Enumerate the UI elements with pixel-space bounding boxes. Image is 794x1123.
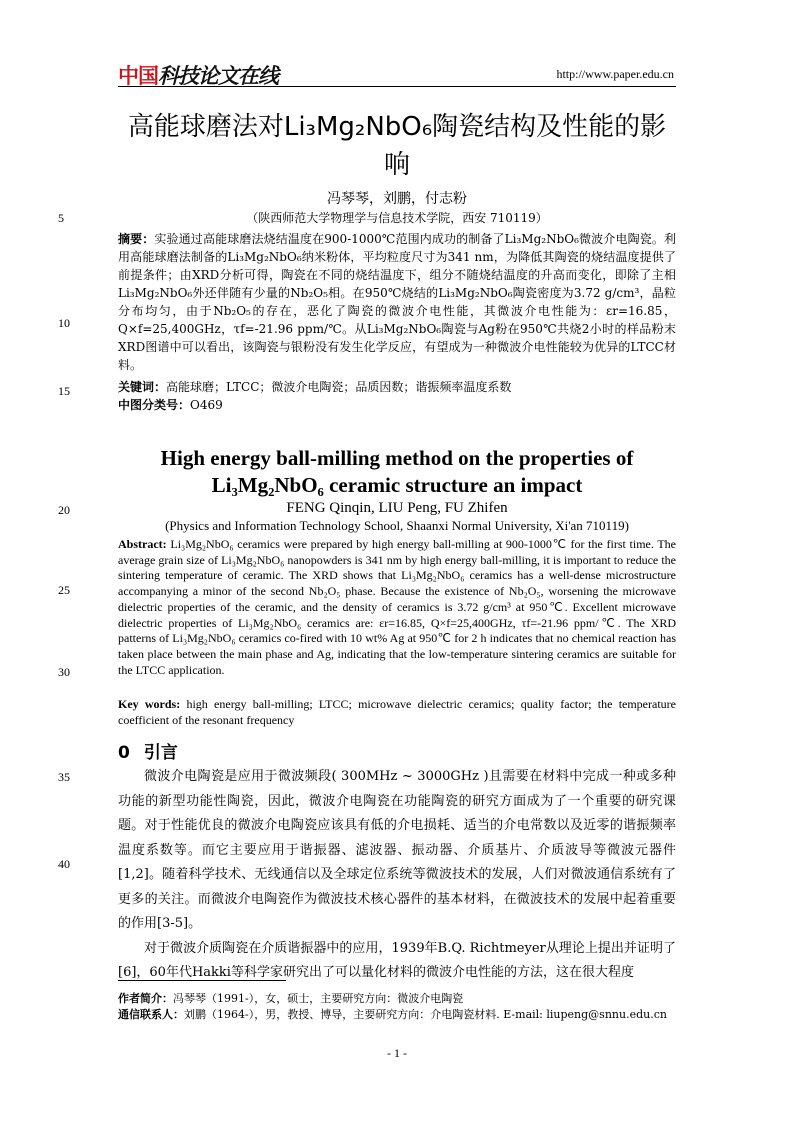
authors-cn: 冯琴琴，刘鹏，付志粉: [327, 191, 467, 207]
abstract-en-label: Abstract:: [118, 537, 167, 551]
footnote-author-label: 作者简介：: [118, 992, 173, 1005]
abstract-cn: [118, 230, 676, 374]
classification-cn-label: 中图分类号：: [118, 398, 191, 412]
footnote-contact-text: 刘鹏（1964-），男，教授、博导，主要研究方向：介电陶瓷材料. E-mail: liupeng@snnu.edu.cn: [184, 1008, 667, 1021]
abstract-cn-text: 实验通过高能球磨法烧结温度在900-1000℃范围内成功的制备了Li₃Mg₂NbO₆微波介电陶瓷。利用高能球磨法制备的Li₃Mg₂NbO₆纳米粉体，平均粒度尺寸为341 nm，为降低其陶瓷的烧结温度提供了前提条件；由XRD分析可得，陶瓷在不同的烧结温度下，组分不随烧结温度的升高而变化，即除了主相Li₃Mg₂NbO₆外还伴随有少量的Nb₂O₅相。在950℃烧结的Li₃Mg₂NbO₆陶瓷密度为3.72 g/cm³，晶粒分布均匀，由于Nb₂O₅的存在，恶化了陶瓷的微波介电性能，其微波介电性能为：εr=16.85，Q×f=25,400GHz，τf=-21.96 ppm/℃。从Li₃Mg₂NbO₆陶瓷与Ag粉在950℃共烧2小时的样品粉末XRD图谱中可以看出，该陶瓷与银粉没有发生化学反应，有望成为一种微波介电性能较为优异的LTCC材料。: [118, 232, 676, 372]
header-divider: [118, 86, 676, 87]
classification-cn-text: O469: [190, 398, 223, 412]
keywords-cn-text: 高能球磨；LTCC；微波介电陶瓷；品质因数；谐振频率温度系数: [166, 380, 512, 394]
page-number: - 1 -: [387, 1046, 407, 1060]
logo-black-text: 科技论文在线: [158, 64, 278, 88]
line-number: 40: [58, 857, 70, 871]
keywords-cn-label: 关键词：: [118, 380, 167, 394]
abstract-en: [118, 537, 676, 678]
footnote-author: [118, 990, 676, 1007]
line-number: 15: [58, 384, 70, 398]
line-number: 10: [58, 316, 70, 330]
line-number: 35: [58, 770, 70, 784]
body-paragraph: 微波介电陶瓷是应用于微波频段( 300MHz ~ 3000GHz )且需要在材料中完成一种或多种功能的新型功能性陶瓷，因此，微波介电陶瓷在功能陶瓷的研究方面成为了一个重要的研究课题。对于性能优良的微波介电陶瓷应该具有低的介电损耗、适当的介电常数以及近零的谐振频率温度系数等。而它主要应用于谐振器、滤波器、振动器、介质基片、介质波导等微波元器件[1,2]。随着科学技术、无线通信以及全球定位系统等微波技术的发展，人们对微波通信系统有了更多的关注。而微波介电陶瓷作为微波技术核心器件的基本材料，在微波技术的发展中起着重要的作用[3-5]。: [118, 769, 676, 931]
header-url[interactable]: http://www.paper.edu.cn: [556, 67, 674, 81]
section-title: 引言: [143, 743, 178, 763]
keywords-en-text: high energy ball-milling; LTCC; microwave dielectric ceramics; quality factor; the temperature coefficient of the resonant frequency: [118, 697, 676, 727]
keywords-en-label: Key words:: [118, 697, 181, 711]
footnote-contact: [118, 1006, 676, 1023]
line-number: 20: [58, 503, 70, 517]
abstract-en-text: Li₃Mg₂NbO₆ ceramics were prepared by high energy ball-milling at 900-1000℃ for the first time. The average grain size of Li₃Mg₂NbO₆ nanopowders is 341 nm by high energy ball-milling, it is important to reduce the sintering temperature of ceramic. The XRD shows that Li₃Mg₂NbO₆ ceramics has a well-dense microstructure accompanying a minor of the second Nb₂O₅ phase. Because the existence of Nb₂O₅, worsening the microwave dielectric properties of the ceramic, and the density of ceramics is 3.72 g/cm³ at 950℃. Excellent microwave dielectric properties of Li₃Mg₂NbO₆ ceramics are: εr=16.85, Q×f=25,400GHz, τf=-21.96 ppm/℃. The XRD patterns of Li₃Mg₂NbO₆ ceramics co-fired with 10 wt% Ag at 950℃ for 2 h indicates that no chemical reaction has taken place between the main phase and Ag, indicating that the low-temperature sintering ceramics are suitable for the LTCC application.: [118, 537, 676, 677]
line-number: 25: [58, 583, 70, 597]
authors-en: FENG Qinqin, LIU Peng, FU Zhifen: [286, 500, 508, 516]
logo-red-text: 中国: [118, 64, 158, 88]
classification-cn: [118, 396, 676, 414]
line-number: 30: [58, 665, 70, 679]
keywords-en: [118, 697, 676, 728]
affiliation-en: (Physics and Information Technology School, Shaanxi Normal University, Xi'an 710119): [165, 518, 629, 533]
section-heading: [118, 738, 192, 763]
footnote-contact-label: 通信联系人：: [118, 1008, 184, 1021]
footnote-divider: [118, 980, 286, 981]
abstract-cn-label: 摘要：: [118, 232, 155, 246]
title-cn: 高能球磨法对Li₃Mg₂NbO₆陶瓷结构及性能的影响: [127, 112, 667, 180]
footnote-author-text: 冯琴琴（1991-），女，硕士，主要研究方向：微波介电陶瓷: [173, 992, 464, 1005]
title-en: High energy ball-milling method on the properties of Li₃Mg₂NbO₆ ceramic structure an impact: [160, 446, 634, 497]
body-text: [118, 765, 676, 986]
body-paragraph: 对于微波介质陶瓷在介质谐振器中的应用，1939年B.Q. Richtmeyer从理论上提出并证明了[6]，60年代Hakki等科学家研究出了可以量化材料的微波介电性能的方法，这在很大程度: [118, 940, 676, 980]
section-number: 0: [118, 743, 130, 763]
keywords-cn: [118, 378, 676, 396]
line-number: 5: [58, 211, 64, 225]
affiliation-cn: （陕西师范大学物理学与信息技术学院，西安 710119）: [246, 211, 548, 225]
